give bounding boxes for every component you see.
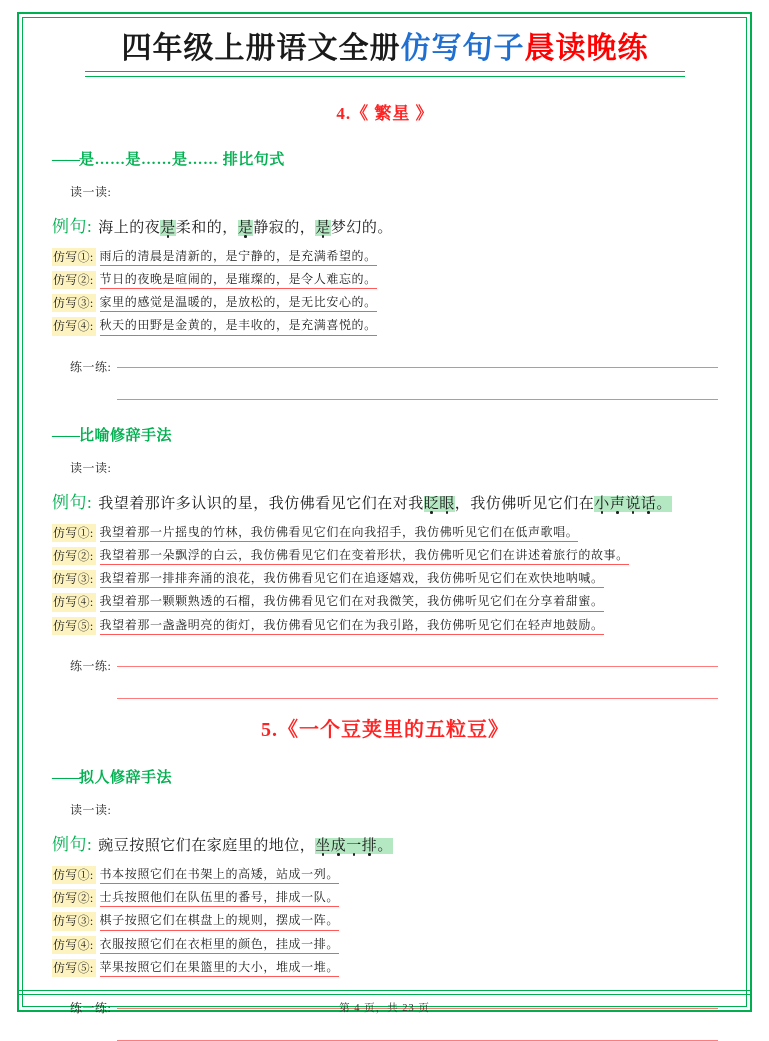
practice-label: 练一练: [70,1000,112,1015]
practice-blank-lines [117,645,718,699]
imitation-label: 仿写③: [52,912,96,930]
imitation-answer-text: 我望着那一朵飘浮的白云，我仿佛看见它们在变着形状，我仿佛听见它们在讲述着旅行的故事。 [100,547,629,565]
practice-blank-lines [117,346,718,400]
imitation-label: 仿写⑤: [52,959,96,977]
lesson-heading: 4.《 繁星 》 [336,103,434,123]
section-heading-dash: —— [52,427,78,444]
emphasis-char: 坐 [315,837,331,854]
imitation-label: 仿写③: [52,294,96,312]
title-underline [85,71,685,77]
imitation-label: 仿写⑤: [52,617,96,635]
lessons-container [52,99,718,1041]
imitation-label: 仿写②: [52,889,96,907]
imitation-answer-text: 节日的夜晚是喧闹的，是璀璨的，是令人难忘的。 [100,271,377,289]
imitation-row [52,524,718,542]
emphasis-char: 。 [377,837,393,854]
example-text-segment: 豌豆按照它们在家庭里的地位， [98,837,316,854]
practice-blank-line[interactable] [117,645,718,667]
practice-blank-line[interactable] [117,378,718,400]
imitation-answer-text: 我望着那一排排奔涌的浪花，我仿佛看见它们在追逐嬉戏，我仿佛听见它们在欢快地呐喊。 [100,570,604,588]
imitation-row [52,959,718,977]
highlighted-phrase [315,220,331,236]
imitation-label: 仿写①: [52,524,96,542]
footer-page-number: 第 4 页，共 23 页 [339,1003,430,1014]
section-heading-dash: —— [52,151,78,168]
imitation-answer-text: 我望着那一颗颗熟透的石榴，我仿佛看见它们在对我微笑，我仿佛听见它们在分享着甜蜜。 [100,593,604,611]
imitation-row [52,271,718,289]
imitation-answer-text: 衣服按照它们在衣柜里的颜色，挂成一排。 [100,936,339,954]
section-heading-text: 比喻修辞手法 [79,427,173,444]
emphasis-char: 一 [346,837,362,854]
emphasis-char: 是 [160,219,176,236]
emphasis-char: 声 [609,495,626,512]
imitation-label: 仿写③: [52,570,96,588]
section-heading [52,148,718,169]
highlighted-phrase [594,496,672,512]
example-text-segment: ，我仿佛听见它们在 [454,495,595,512]
example-label: 例句: [52,216,93,236]
emphasis-char: 眼 [439,495,455,512]
read-aloud-label: 读一读: [70,802,112,817]
imitation-answer-text: 家里的感觉是温暖的，是放松的，是无比安心的。 [100,294,377,312]
imitation-answer-text: 棋子按照它们在棋盘上的规则，摆成一阵。 [100,912,339,930]
imitation-row [52,248,718,266]
example-label: 例句: [52,492,93,512]
imitation-row [52,936,718,954]
imitation-label: 仿写④: [52,317,96,335]
imitation-label: 仿写②: [52,271,96,289]
imitation-answer-text: 雨后的清晨是清新的，是宁静的，是充满希望的。 [100,248,377,266]
highlighted-phrase [238,220,254,236]
imitation-row [52,570,718,588]
imitation-label: 仿写②: [52,547,96,565]
imitation-answer-text: 秋天的田野是金黄的，是丰收的，是充满喜悦的。 [100,317,377,335]
example-text-segment: 我望着那许多认识的星，我仿佛看见它们在对我 [98,495,424,512]
imitation-row [52,889,718,907]
imitation-row [52,617,718,635]
practice-label: 练一练: [70,658,112,673]
title-part-red: 晨读晚练 [524,32,649,65]
example-text-segment: 柔和的， [175,219,238,236]
title-part-blue: 仿写句子 [400,32,525,65]
practice-blank-line[interactable] [117,346,718,368]
example-text-segment: 静寂的， [253,219,316,236]
imitation-label: 仿写④: [52,593,96,611]
example-sentence [52,486,718,519]
imitation-answer-text: 我望着那一盏盏明亮的街灯，我仿佛看见它们在为我引路，我仿佛听见它们在轻声地鼓励。 [100,617,604,635]
practice-label: 练一练: [70,359,112,374]
imitation-row [52,912,718,930]
practice-blank-line[interactable] [117,1019,718,1041]
imitation-row [52,317,718,335]
emphasis-char: 排 [361,837,378,854]
imitation-answer-text: 书本按照它们在书架上的高矮，站成一列。 [100,866,339,884]
emphasis-char: 。 [656,495,672,512]
imitation-answer-text: 我望着那一片摇曳的竹林，我仿佛看见它们在向我招手，我仿佛听见它们在低声歌唱。 [100,524,579,542]
imitation-label: 仿写①: [52,248,96,266]
example-sentence [52,828,718,861]
practice-blank-line[interactable] [117,677,718,699]
imitation-row [52,294,718,312]
highlighted-phrase [424,496,455,512]
emphasis-char: 成 [330,837,347,854]
lesson-heading: 5.《一个豆荚里的五粒豆》 [261,718,509,741]
emphasis-char: 话 [640,495,657,512]
example-label: 例句: [52,834,93,854]
highlighted-phrase [160,220,176,236]
section-heading [52,424,718,445]
imitation-label: 仿写④: [52,936,96,954]
emphasis-char: 小 [594,495,610,512]
section-heading-text: 是……是……是…… 排比句式 [79,151,285,168]
example-sentence [52,210,718,243]
emphasis-char: 说 [625,495,641,512]
emphasis-char: 眨 [423,495,440,512]
read-aloud-label: 读一读: [70,460,112,475]
example-text-segment: 海上的夜 [98,219,161,236]
practice-block [52,645,718,699]
imitation-answer-text: 苹果按照它们在果篮里的大小，堆成一堆。 [100,959,339,977]
emphasis-char: 是 [237,219,254,236]
section-heading-text: 拟人修辞手法 [79,769,173,786]
imitation-label: 仿写①: [52,866,96,884]
imitation-answer-text: 士兵按照他们在队伍里的番号，排成一队。 [100,889,339,907]
emphasis-char: 是 [315,219,331,236]
section-heading-dash: —— [52,769,78,786]
section-heading [52,766,718,787]
highlighted-phrase [315,838,393,854]
imitation-row [52,866,718,884]
page-title [52,30,718,68]
example-text-segment: 梦幻的。 [330,219,393,236]
imitation-row [52,547,718,565]
title-part-black: 四年级上册语文全册 [121,32,401,65]
footer-divider [17,990,752,995]
practice-block [52,346,718,400]
read-aloud-label: 读一读: [70,184,112,199]
imitation-row [52,593,718,611]
